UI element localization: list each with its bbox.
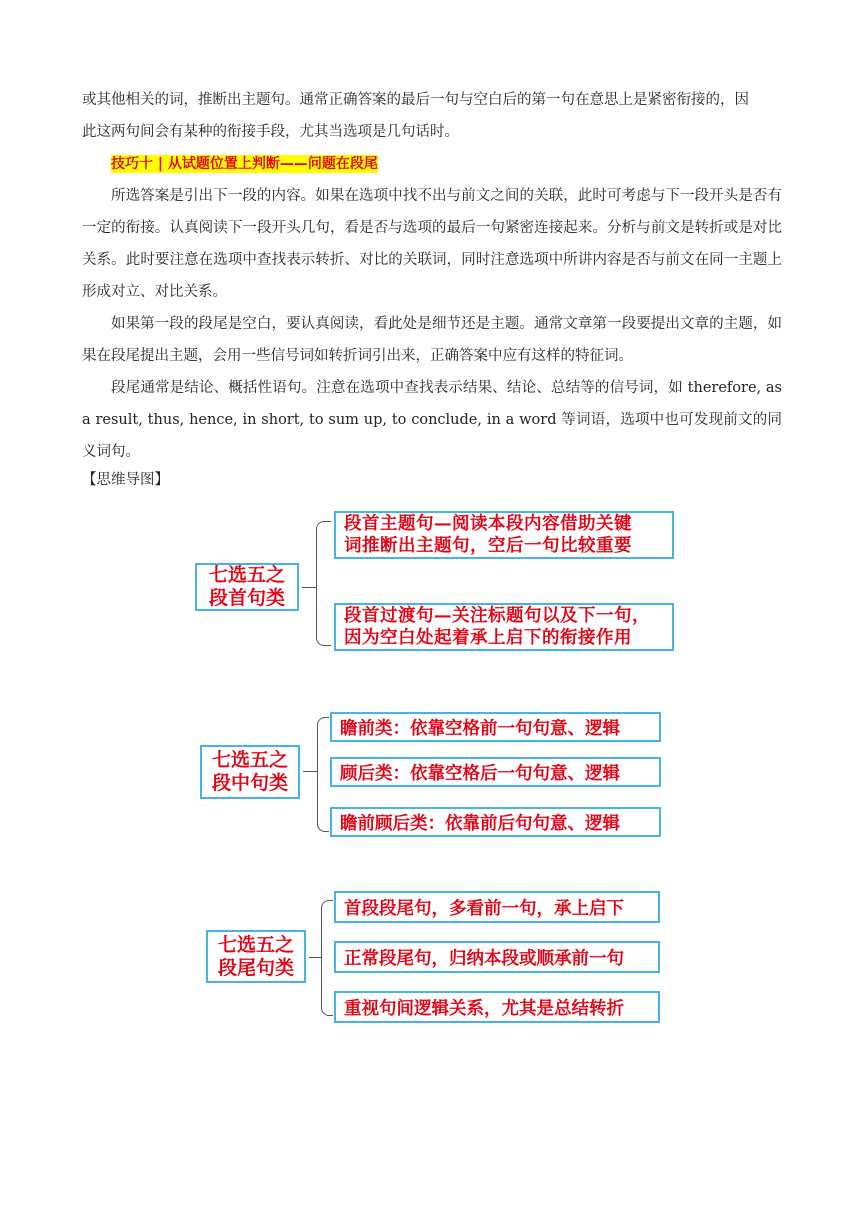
mindmap-leaf-normal-paragraph-end: 正常段尾句，归纳本段或顺承前一句: [334, 941, 660, 973]
connector-bracket: [317, 717, 329, 832]
paragraph-1-line-1: 或其他相关的词，推断出主题句。通常正确答案的最后一句与空白后的第一句在意思上是紧密衔接的，因: [82, 92, 749, 108]
mindmap-leaf-look-both: 瞻前顾后类：依靠前后句句意、逻辑: [330, 807, 661, 837]
connector-line: [309, 957, 321, 958]
mindmap-root-paragraph-middle: [200, 745, 300, 799]
connector-bracket: [316, 521, 331, 646]
mindmap-label: 【思维导图】: [82, 472, 169, 488]
mindmap-leaf-transition-sentence: [334, 603, 674, 651]
root-line-2: 段首句类: [208, 587, 285, 609]
connector-bracket: [321, 900, 333, 1016]
root-line-2: 段尾句类: [217, 956, 294, 979]
root-label: [212, 749, 288, 795]
mindmap-leaf-look-before: 瞻前类：依靠空格前一句句意、逻辑: [330, 712, 661, 742]
connector-line: [302, 587, 316, 588]
mindmap-root-paragraph-start: [195, 563, 299, 611]
leaf-line-1: 段首主题句—阅读本段内容借助关键: [344, 514, 632, 534]
root-line-2: 段中句类: [211, 772, 288, 794]
section-heading: 技巧十 | 从试题位置上判断——问题在段尾: [111, 156, 378, 172]
leaf-line-2: 词推断出主题句，空后一句比较重要: [344, 536, 632, 556]
leaf-line-1: 段首过渡句—关注标题句以及下一句，: [344, 606, 650, 626]
root-label: [209, 564, 285, 610]
root-label: [218, 934, 294, 980]
paragraph-2: 所选答案是引出下一段的内容。如果在选项中找不出与前文之间的关联，此时可考虑与下一段开头是否有一定的衔接。认真阅读下一段开头几句，看是否与选项的最后一句紧密连接起来。分析与前文是转折或是对比关系。此时要注意在选项中查找表示转折、对比的关联词，同时注意选项中所讲内容是否与前文在同一主题上形成对立、对比关系。: [82, 188, 782, 300]
paragraph-4: 段尾通常是结论、概括性语句。注意在选项中查找表示结果、结论、总结等的信号词，如 therefore, as a result, thus, hence, in short, to sum up, to conclude, in a word 等词语，选项中也可发现前文的同义词句。: [82, 380, 782, 460]
mindmap-leaf-look-after: 顾后类：依靠空格后一句句意、逻辑: [330, 757, 661, 787]
paragraph-1-line-2: 此这两句间会有某种的衔接手段，尤其当选项是几句话时。: [82, 124, 459, 140]
root-line-1: 七选五之: [217, 933, 294, 956]
root-line-1: 七选五之: [208, 564, 285, 586]
leaf-line-2: 因为空白处起着承上启下的衔接作用: [344, 628, 632, 648]
mindmap-leaf-first-paragraph-end: 首段段尾句，多看前一句，承上启下: [334, 891, 660, 923]
connector-line: [303, 771, 317, 772]
mindmap-leaf-logic-relations: 重视句间逻辑关系，尤其是总结转折: [334, 991, 660, 1023]
mindmap-root-paragraph-end: [206, 930, 306, 983]
root-line-1: 七选五之: [211, 749, 288, 771]
mindmap-leaf-topic-sentence: [334, 511, 674, 559]
paragraph-3: 如果第一段的段尾是空白，要认真阅读，看此处是细节还是主题。通常文章第一段要提出文章的主题，如果在段尾提出主题，会用一些信号词如转折词引出来，正确答案中应有这样的特征词。: [82, 316, 782, 364]
